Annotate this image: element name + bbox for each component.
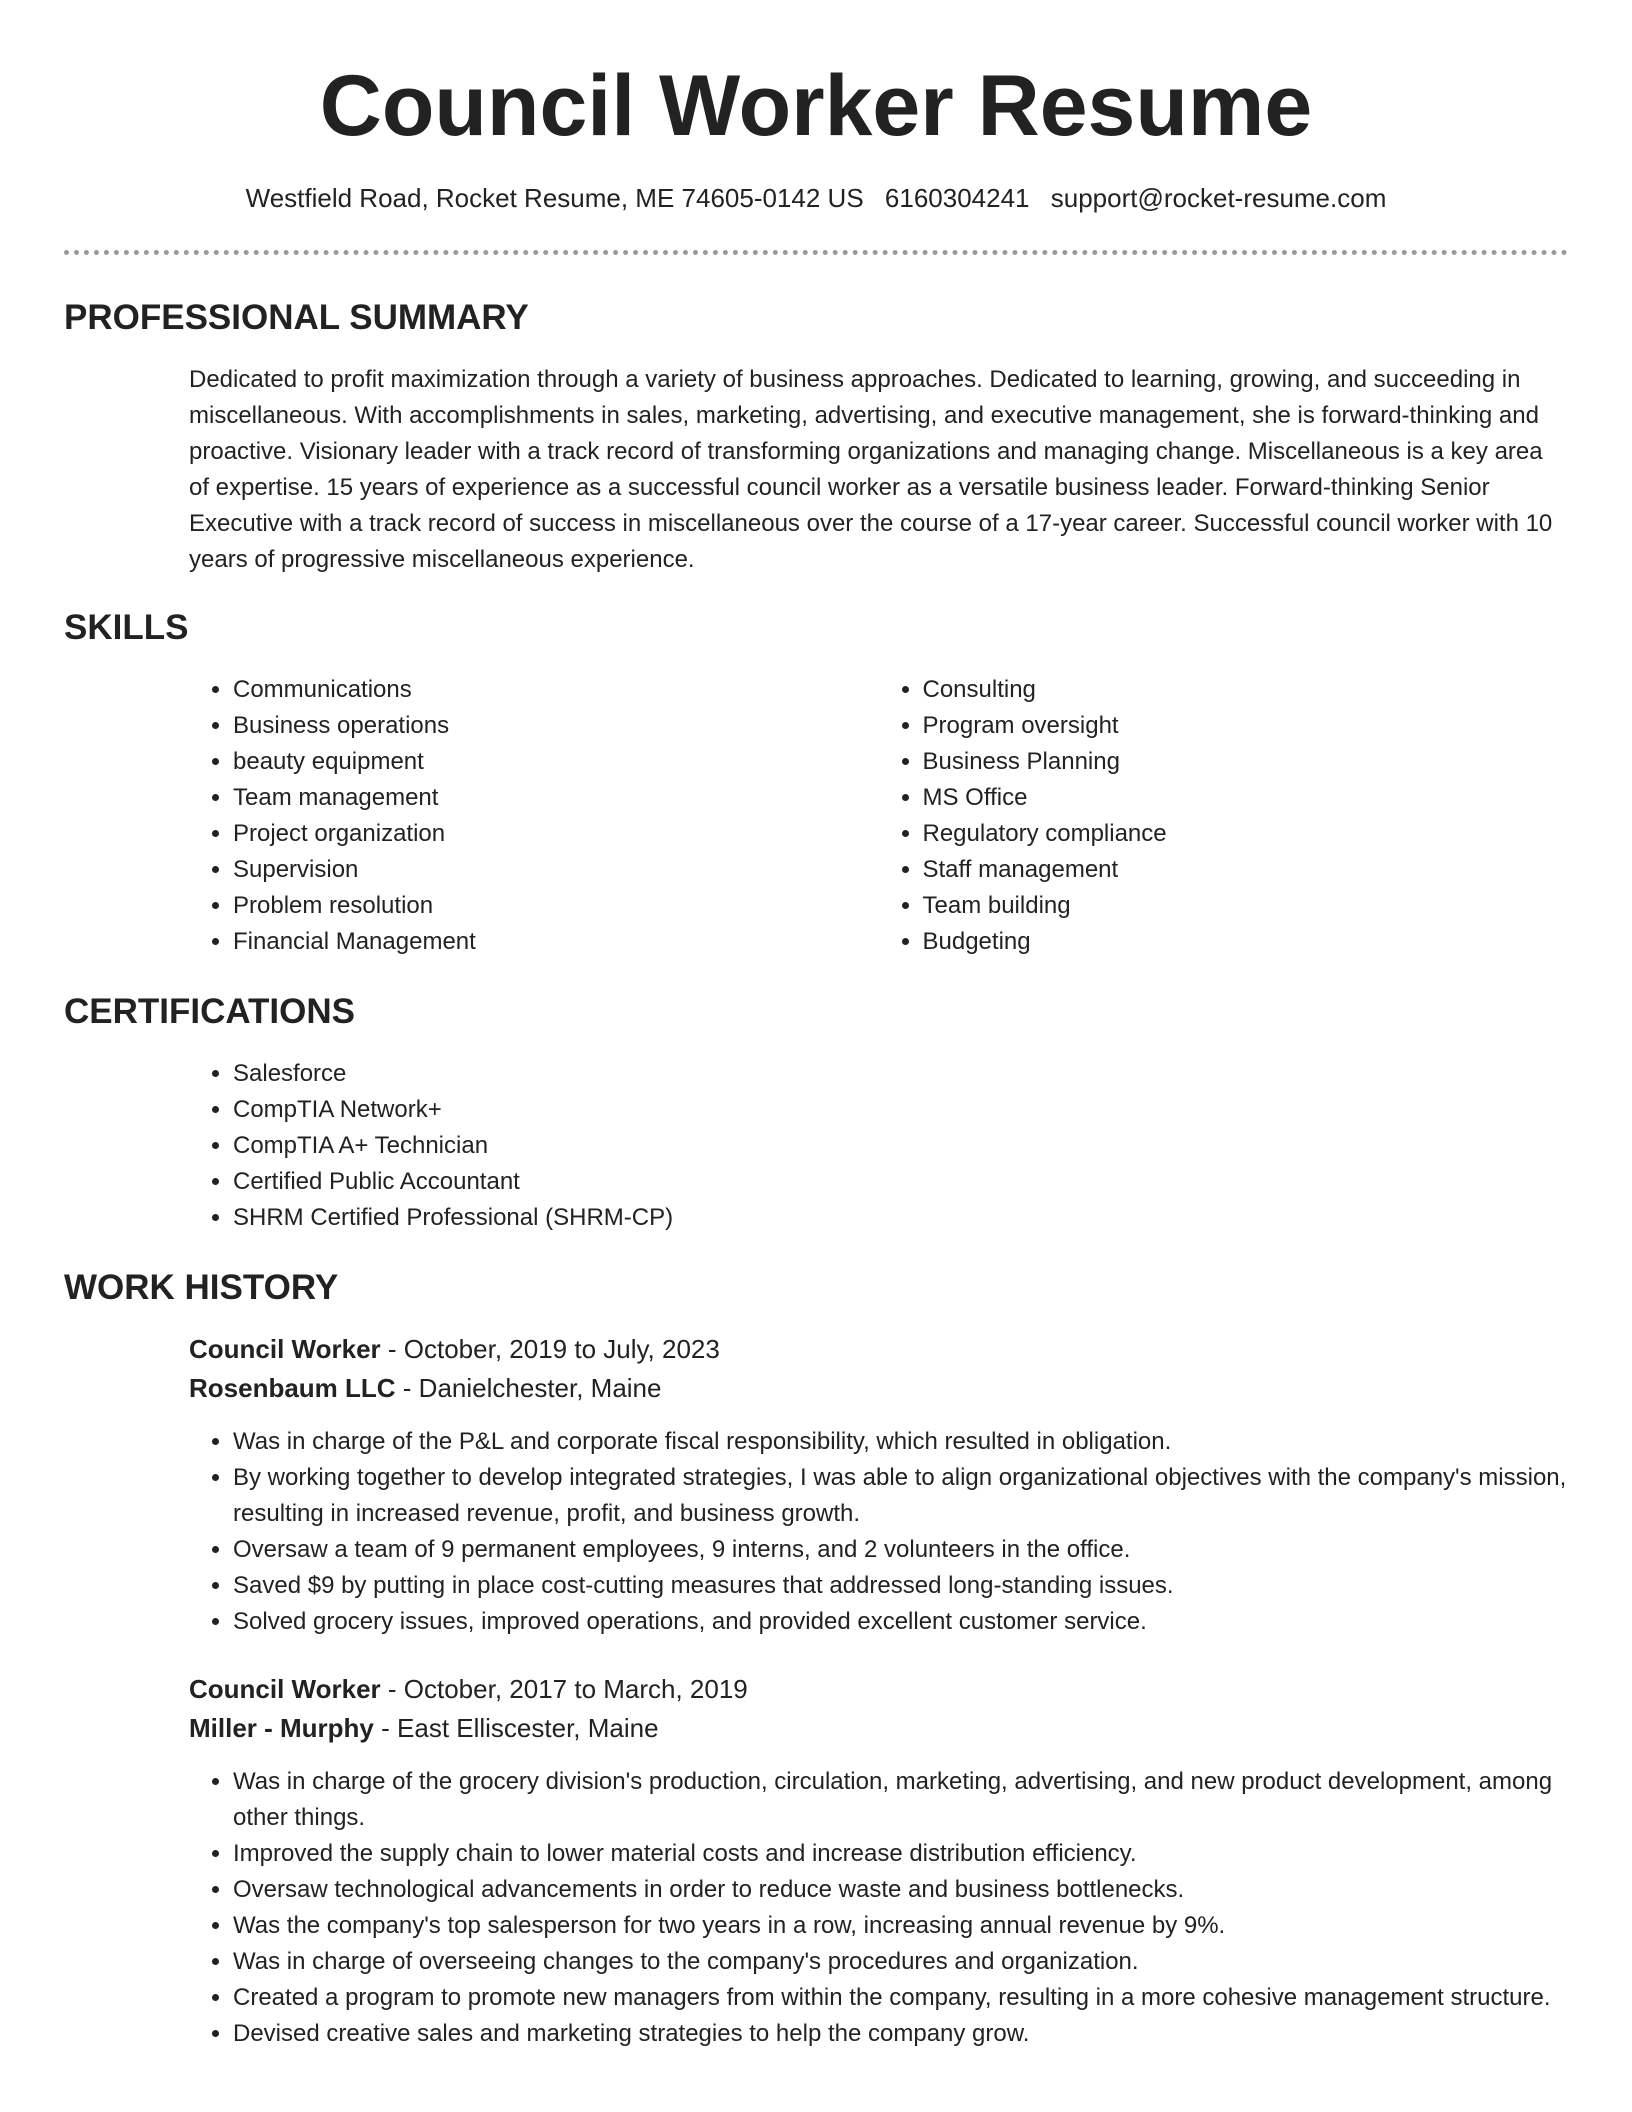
job-title-line: [189, 1330, 1568, 1369]
job-title: Council Worker: [189, 1334, 381, 1364]
certification-item: • Salesforce: [233, 1056, 1568, 1092]
job-location: - East Elliscester, Maine: [373, 1713, 659, 1743]
skill-item: • Staff management: [923, 852, 1569, 888]
contact-line: [0, 180, 1632, 216]
job-company-line: [189, 1709, 1568, 1748]
skill-item: • Regulatory compliance: [923, 816, 1569, 852]
job-bullet: • Devised creative sales and marketing strategies to help the company grow.: [233, 2016, 1568, 2052]
contact-phone: 6160304241: [884, 183, 1030, 213]
skill-item: • Financial Management: [233, 924, 879, 960]
resume-title: Council Worker Resume: [319, 58, 1313, 154]
job-location: - Danielchester, Maine: [395, 1373, 662, 1403]
job-title: Council Worker: [189, 1674, 381, 1704]
job-entry: [189, 1670, 1568, 2052]
contact-email[interactable]: support@rocket-resume.com: [1050, 183, 1387, 213]
contact-address: Westfield Road, Rocket Resume, ME 74605-0142 US: [245, 183, 864, 213]
job-bullets: [189, 1764, 1568, 2052]
skill-item: • Consulting: [923, 672, 1569, 708]
job-bullet: • Oversaw a team of 9 permanent employees, 9 interns, and 2 volunteers in the office.: [233, 1532, 1568, 1568]
job-bullet: • Was in charge of the grocery division's production, circulation, marketing, advertising, and new product development, among other things.: [233, 1764, 1568, 1836]
job-company: Miller - Murphy: [189, 1713, 374, 1743]
header-divider: [64, 250, 1568, 255]
skills-list-left: [189, 672, 879, 960]
job-bullet: • Created a program to promote new managers from within the company, resulting in a more cohesive management structure.: [233, 1980, 1568, 2016]
certifications-heading: CERTIFICATIONS: [64, 992, 356, 1031]
job-company-line: [189, 1369, 1568, 1408]
skill-item: • Team building: [923, 888, 1569, 924]
job-bullet: • By working together to develop integrated strategies, I was able to align organizational objectives with the company's mission, resulting in increased revenue, profit, and business growth.: [233, 1460, 1568, 1532]
skill-item: • Business Planning: [923, 744, 1569, 780]
skill-item: • Supervision: [233, 852, 879, 888]
job-bullet: • Oversaw technological advancements in order to reduce waste and business bottlenecks.: [233, 1872, 1568, 1908]
certifications-wrap: [189, 1056, 1568, 1236]
skills-grid: [189, 672, 1568, 960]
job-bullet: • Was in charge of overseeing changes to the company's procedures and organization.: [233, 1944, 1568, 1980]
certification-item: • SHRM Certified Professional (SHRM-CP): [233, 1200, 1568, 1236]
certification-item: • CompTIA Network+: [233, 1092, 1568, 1128]
job-title-line: [189, 1670, 1568, 1709]
skills-section: [64, 606, 1568, 960]
skills-list-right: [879, 672, 1569, 960]
summary-heading: PROFESSIONAL SUMMARY: [64, 298, 529, 337]
job-bullets: [189, 1424, 1568, 1640]
skill-item: • Budgeting: [923, 924, 1569, 960]
skill-item: • Team management: [233, 780, 879, 816]
skill-item: • MS Office: [923, 780, 1569, 816]
skill-item: • Project organization: [233, 816, 879, 852]
job-bullet: • Was the company's top salesperson for two years in a row, increasing annual revenue by 9%.: [233, 1908, 1568, 1944]
skill-item: • Business operations: [233, 708, 879, 744]
job-bullet: • Was in charge of the P&L and corporate fiscal responsibility, which resulted in obligation.: [233, 1424, 1568, 1460]
skill-item: • Program oversight: [923, 708, 1569, 744]
work-history-heading: WORK HISTORY: [64, 1268, 339, 1307]
certifications-list: [189, 1056, 1568, 1236]
job-company: Rosenbaum LLC: [189, 1373, 396, 1403]
skill-item: • Problem resolution: [233, 888, 879, 924]
job-bullet: • Improved the supply chain to lower material costs and increase distribution efficiency.: [233, 1836, 1568, 1872]
job-dates: - October, 2017 to March, 2019: [380, 1674, 748, 1704]
skill-item: • beauty equipment: [233, 744, 879, 780]
skill-item: • Communications: [233, 672, 879, 708]
summary-section: [64, 296, 1568, 578]
certification-item: • Certified Public Accountant: [233, 1164, 1568, 1200]
skills-heading: SKILLS: [64, 608, 189, 647]
job-bullet: • Saved $9 by putting in place cost-cutting measures that addressed long-standing issues.: [233, 1568, 1568, 1604]
job-bullet: • Solved grocery issues, improved operations, and provided excellent customer service.: [233, 1604, 1568, 1640]
work-history-section: [64, 1266, 1568, 2052]
job-dates: - October, 2019 to July, 2023: [380, 1334, 720, 1364]
certification-item: • CompTIA A+ Technician: [233, 1128, 1568, 1164]
job-entry: [189, 1330, 1568, 1640]
certifications-section: [64, 990, 1568, 1236]
summary-text: Dedicated to profit maximization through a variety of business approaches. Dedicated to learning, growing, and succeeding in miscellaneous. With accomplishments in sales, marketing, advertising, and executive management, she is forward-thinking and proactive. Visionary leader with a track record of transforming organizations and managing change. Miscellaneous is a key area of expertise. 15 years of experience as a successful council worker as a versatile business leader. Forward-thinking Senior Executive with a track record of success in miscellaneous over the course of a 17-year career. Successful council worker with 10 years of progressive miscellaneous experience.: [189, 366, 1553, 573]
